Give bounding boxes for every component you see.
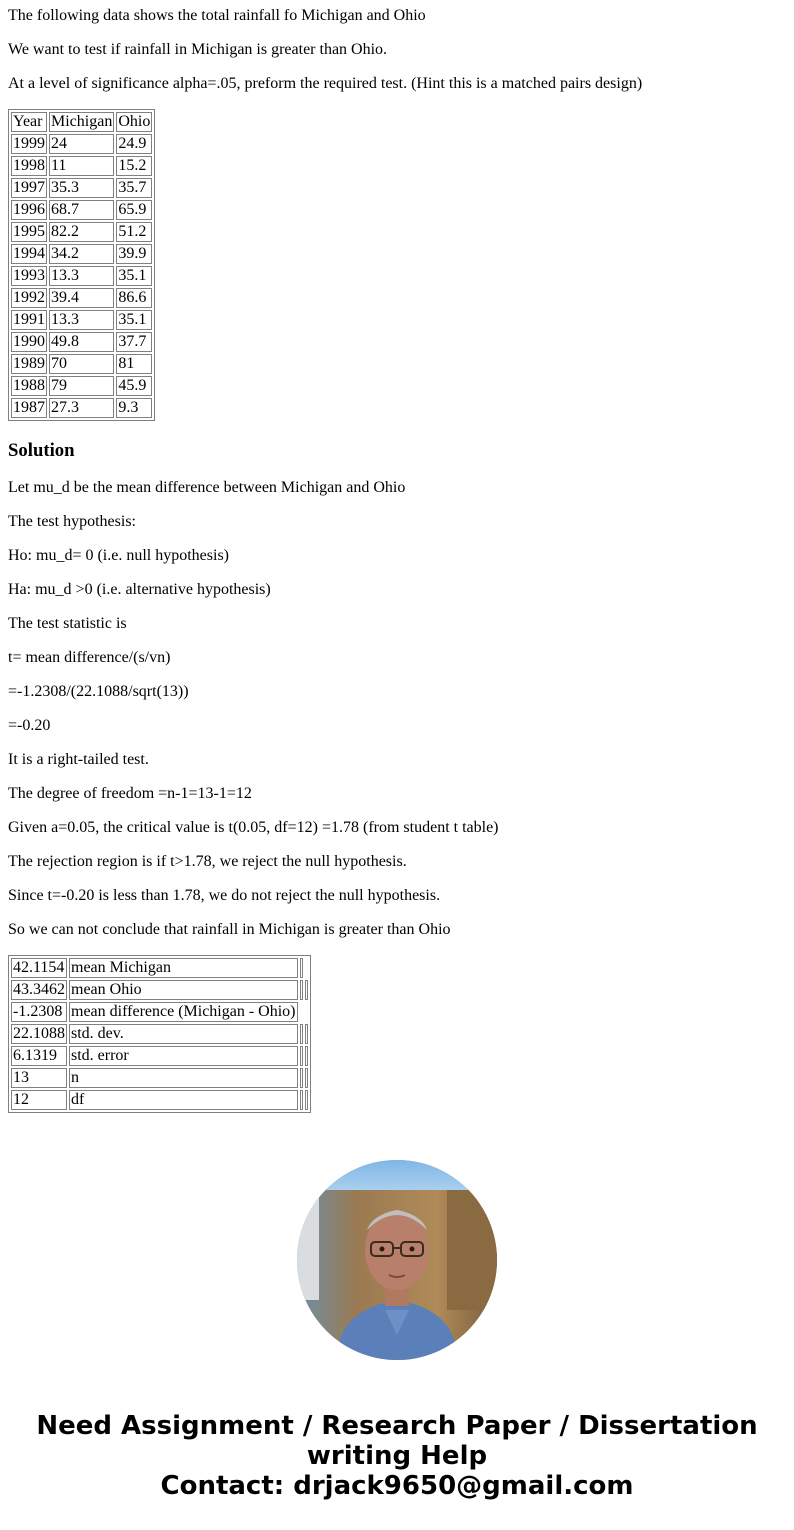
table-row [11, 310, 152, 330]
table-row [11, 222, 152, 242]
solution-text [8, 479, 786, 939]
stat-empty-cell [300, 1046, 303, 1066]
footer-line-3: Contact: drjack9650@gmail.com [160, 1471, 634, 1501]
stat-value: 43.3462 [13, 981, 65, 998]
table-row [11, 156, 152, 176]
stat-empty-cell [305, 1090, 308, 1110]
cell-year: 1990 [13, 333, 45, 350]
table-row [11, 376, 152, 396]
stat-value: 12 [11, 1090, 67, 1110]
table-row [11, 1046, 308, 1066]
solution-line: Let mu_d be the mean difference between Michigan and Ohio [8, 479, 406, 496]
table-row [11, 288, 152, 308]
cell-year: 1996 [13, 201, 45, 218]
solution-line: The test hypothesis: [8, 513, 136, 530]
solution-heading: Solution [8, 440, 75, 461]
solution-line: Given a=0.05, the critical value is t(0.05, df=12) =1.78 (from student t table) [8, 819, 499, 836]
cell-ohio: 86.6 [116, 288, 152, 308]
cell-year: 1989 [13, 355, 45, 372]
solution-line: =-0.20 [8, 717, 51, 734]
header-michigan: Michigan [51, 113, 113, 130]
avatar [297, 1160, 497, 1360]
solution-line: Ho: mu_d= 0 (i.e. null hypothesis) [8, 547, 230, 564]
table-row [11, 980, 308, 1000]
stat-empty-cell [305, 980, 308, 1000]
stat-value: 13 [11, 1068, 67, 1088]
document-body [0, 7, 794, 1113]
cell-michigan: 79 [49, 376, 114, 396]
cell-year: 1995 [13, 223, 45, 240]
cell-michigan: 68.7 [49, 200, 114, 220]
stat-value: 42.1154 [11, 958, 67, 978]
stat-label: mean Michigan [69, 958, 298, 978]
intro-line-3: At a level of significance alpha=.05, preform the required test. (Hint this is a matched pairs design) [8, 75, 643, 92]
footer-line-2: writing Help [306, 1441, 488, 1471]
cell-ohio: 9.3 [116, 398, 152, 418]
cell-michigan: 82.2 [49, 222, 114, 242]
stat-empty-cell [305, 1024, 308, 1044]
avatar-portrait-image [297, 1160, 497, 1360]
cell-michigan: 11 [49, 156, 114, 176]
solution-line: The test statistic is [8, 615, 127, 632]
solution-line: Since t=-0.20 is less than 1.78, we do not reject the null hypothesis. [8, 887, 441, 904]
cell-michigan: 35.3 [49, 178, 114, 198]
table-row [11, 134, 152, 154]
cell-ohio: 39.9 [116, 244, 152, 264]
cell-ohio: 24.9 [116, 134, 152, 154]
cell-michigan: 70 [49, 354, 114, 374]
cell-michigan: 13.3 [49, 266, 114, 286]
cell-michigan: 13.3 [49, 310, 114, 330]
cell-year: 1993 [13, 267, 45, 284]
stat-empty-cell [305, 1068, 308, 1088]
rainfall-table [8, 109, 155, 421]
stat-empty-cell [300, 1068, 303, 1088]
cell-ohio: 81 [116, 354, 152, 374]
stat-empty-cell [300, 980, 303, 1000]
intro-line-1: The following data shows the total rainfall fo Michigan and Ohio [8, 7, 426, 24]
solution-line: So we can not conclude that rainfall in Michigan is greater than Ohio [8, 921, 451, 938]
table-row [11, 200, 152, 220]
solution-line: Ha: mu_d >0 (i.e. alternative hypothesis) [8, 581, 271, 598]
header-year: Year [11, 112, 47, 132]
table-row [11, 178, 152, 198]
stat-empty-cell [300, 1090, 303, 1110]
cell-ohio: 51.2 [116, 222, 152, 242]
cell-year: 1988 [13, 377, 45, 394]
table-row [11, 244, 152, 264]
stat-label: df [69, 1090, 298, 1110]
stat-empty-cell [300, 1024, 303, 1044]
footer-ad [0, 1411, 794, 1501]
cell-year: 1992 [13, 289, 45, 306]
cell-year: 1999 [13, 135, 45, 152]
cell-ohio: 35.1 [116, 310, 152, 330]
cell-ohio: 37.7 [116, 332, 152, 352]
table-row [11, 1090, 308, 1110]
cell-year: 1994 [13, 245, 45, 262]
cell-year: 1987 [13, 399, 45, 416]
table-row [11, 1024, 308, 1044]
cell-year: 1991 [13, 311, 45, 328]
cell-ohio: 15.2 [116, 156, 152, 176]
header-ohio: Ohio [118, 113, 151, 130]
cell-michigan: 49.8 [49, 332, 114, 352]
table-row [11, 958, 308, 978]
cell-year: 1997 [13, 179, 45, 196]
table-row [11, 1002, 308, 1022]
solution-line: =-1.2308/(22.1088/sqrt(13)) [8, 683, 189, 700]
stat-label: mean Ohio [69, 980, 298, 1000]
stats-table [8, 955, 311, 1113]
stat-value: 6.1319 [11, 1046, 67, 1066]
solution-line: t= mean difference/(s/vn) [8, 649, 171, 666]
stat-value: -1.2308 [11, 1002, 67, 1022]
cell-ohio: 65.9 [116, 200, 152, 220]
stat-empty-cell [300, 958, 303, 978]
table-row [11, 1068, 308, 1088]
cell-michigan: 27.3 [49, 398, 114, 418]
stat-label: std. dev. [69, 1024, 298, 1044]
stat-label: n [69, 1068, 298, 1088]
cell-ohio: 35.1 [116, 266, 152, 286]
cell-michigan: 39.4 [49, 288, 114, 308]
stat-empty-cell [305, 1046, 308, 1066]
rainfall-header-row [11, 112, 152, 132]
table-row [11, 266, 152, 286]
stat-value: 22.1088 [13, 1025, 65, 1042]
solution-line: It is a right-tailed test. [8, 751, 149, 768]
table-row [11, 332, 152, 352]
cell-michigan: 24 [49, 134, 114, 154]
footer-line-1: Need Assignment / Research Paper / Dissertation [36, 1411, 758, 1441]
cell-year: 1998 [13, 157, 45, 174]
table-row [11, 354, 152, 374]
cell-ohio: 35.7 [116, 178, 152, 198]
cell-ohio: 45.9 [116, 376, 152, 396]
stat-label: std. error [69, 1046, 298, 1066]
intro-line-2: We want to test if rainfall in Michigan is greater than Ohio. [8, 41, 388, 58]
solution-line: The rejection region is if t>1.78, we reject the null hypothesis. [8, 853, 407, 870]
stat-label: mean difference (Michigan - Ohio) [71, 1003, 296, 1020]
solution-line: The degree of freedom =n-1=13-1=12 [8, 785, 252, 802]
cell-michigan: 34.2 [49, 244, 114, 264]
table-row [11, 398, 152, 418]
